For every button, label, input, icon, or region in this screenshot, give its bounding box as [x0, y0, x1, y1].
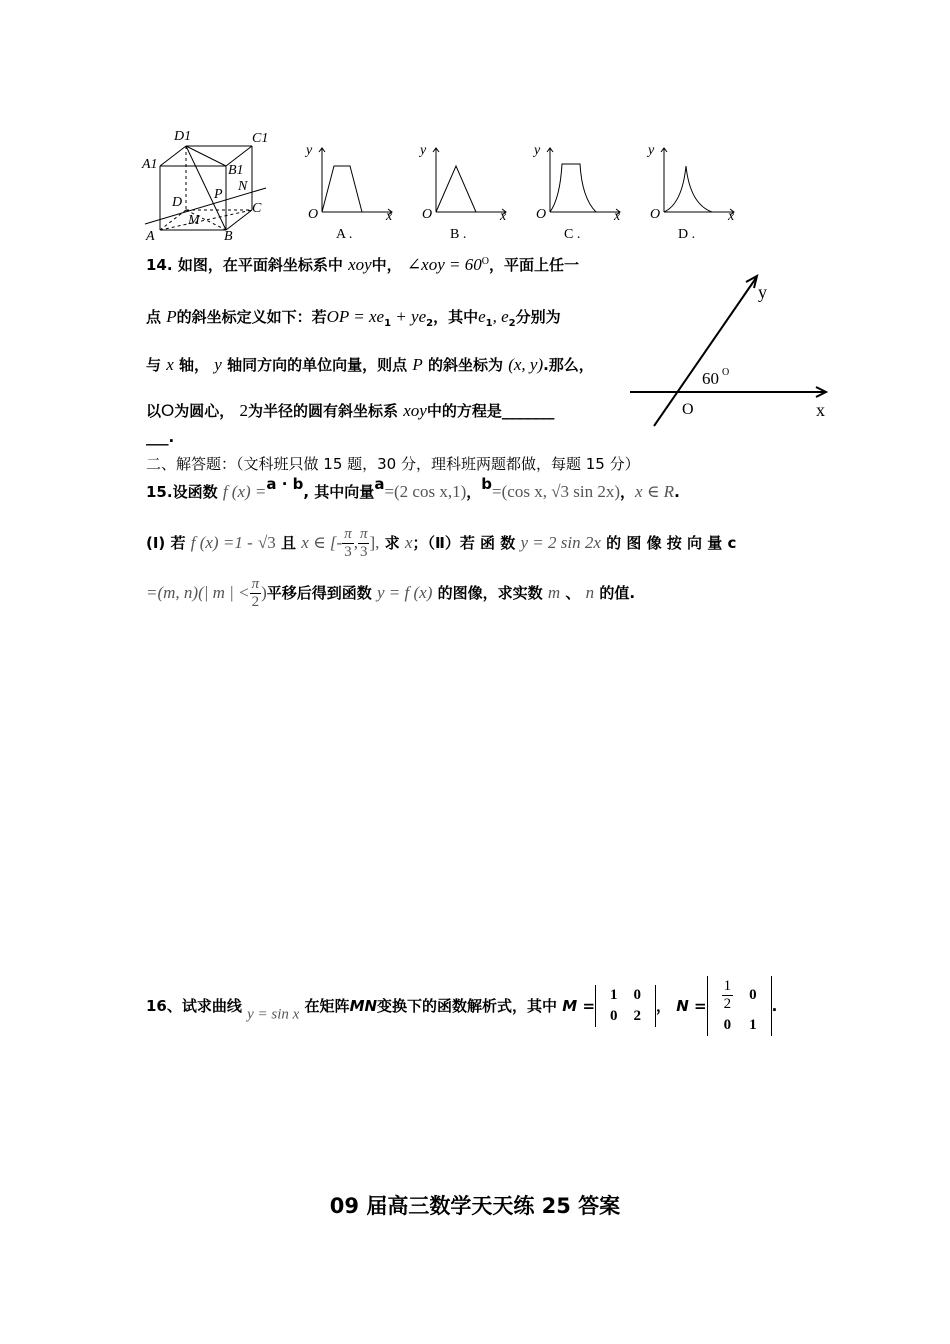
- cube-label-b1: B1: [228, 163, 244, 178]
- oblique-axes-figure: [626, 268, 840, 434]
- q14-line-4: 以O为圆心， 2为半径的圆有斜坐标系 xoy中的方程是_______: [146, 401, 555, 420]
- svg-text:y: y: [420, 143, 427, 158]
- svg-text:y: y: [648, 143, 655, 158]
- matrix-n: $\frac{1}{2}$ 0 0 1: [707, 976, 772, 1036]
- svg-text:x: x: [386, 209, 393, 224]
- q14-line-1: 14. 如图，在平面斜坐标系中 xoy中， ∠xoy = $60^O$，平面上任一: [146, 255, 579, 274]
- cube-label-p: P: [214, 187, 223, 202]
- option-a-label: A .: [336, 227, 353, 242]
- q15-fraction-pi-3-a: $\frac{\pi}{3}$: [344, 526, 352, 560]
- graph-option-d: [642, 138, 747, 244]
- q14-line-3: 与 x 轴， y 轴同方向的单位向量，则点 P 的斜坐标为 (x, y).那么，: [146, 355, 594, 374]
- svg-text:x: x: [728, 209, 735, 224]
- cube-label-n: N: [238, 179, 248, 194]
- matrix-m: 1 0 0 2: [595, 985, 656, 1027]
- q14-line-5: ___.: [146, 428, 175, 446]
- graph-option-b: [414, 138, 519, 244]
- svg-text:y: y: [534, 143, 541, 158]
- oblique-x-label: x: [816, 400, 825, 420]
- svg-text:O: O: [308, 207, 319, 222]
- q15-line-2: (Ⅰ) 若 f (x) =1 - √3 且 x ∈ [- $\frac{\pi}{3}$ , $\frac{\pi}{3}$ ], 求 x；（Ⅱ）若 函 数 y = 2 sin 2x 的 图 像 按 向 量 c: [146, 526, 737, 560]
- cube-label-m: M: [188, 213, 200, 228]
- q14-line-2: 点 P的斜坐标定义如下：若OP = $xe_1 + ye_2$，其中$e_1$, $e_2$分别为: [146, 307, 561, 329]
- q15-fraction-pi-2: $\frac{\pi}{2}$: [251, 576, 260, 610]
- oblique-y-label: y: [758, 282, 767, 302]
- q15-line-1: 15.设函数 f (x) =a · b, 其中向量a=(2 cos x,1)，b=(cos x, √3 sin 2x)，x ∈ R.: [146, 475, 680, 501]
- svg-text:y: y: [306, 143, 313, 158]
- svg-text:x: x: [614, 209, 621, 224]
- cube-figure: [140, 126, 275, 244]
- option-c-label: C .: [564, 227, 581, 242]
- option-b-label: B .: [450, 227, 467, 242]
- svg-text:O: O: [536, 207, 547, 222]
- q16-line: 16、试求曲线 y = sin x 在矩阵MN变换下的函数解析式，其中 M = 1 0 0 2 ， N = $\frac{1}{2}$ 0 0 1 .: [146, 984, 777, 1044]
- q15-line-3: =(m, n)(| m | < $\frac{\pi}{2}$ )平移后得到函数 y = f (x) 的图像，求实数 m 、 n 的值.: [146, 576, 636, 610]
- section-2-heading: 二、解答题：（文科班只做 15 题，30 分，理科班两题都做，每题 15 分）: [146, 455, 640, 473]
- svg-text:O: O: [422, 207, 433, 222]
- cube-label-a1: A1: [142, 157, 158, 172]
- cube-label-d: D: [172, 195, 183, 210]
- graph-option-a: [300, 138, 405, 244]
- option-d-label: D .: [678, 227, 696, 242]
- svg-text:O: O: [650, 207, 661, 222]
- cube-label-c: C: [252, 201, 262, 216]
- cube-label-c1: C1: [252, 131, 269, 146]
- cube-label-b: B: [224, 229, 233, 244]
- answer-section-title: 09 届高三数学天天练 25 答案: [329, 1194, 621, 1218]
- oblique-degree-mark: O: [722, 367, 730, 378]
- graph-option-c: [528, 138, 633, 244]
- svg-text:x: x: [500, 209, 507, 224]
- oblique-origin-label: O: [682, 401, 694, 418]
- cube-label-d1: D1: [174, 129, 192, 144]
- cube-label-a: A: [146, 229, 155, 244]
- q15-fraction-pi-3-b: $\frac{\pi}{3}$: [359, 526, 368, 560]
- oblique-angle-label: 60: [702, 369, 719, 388]
